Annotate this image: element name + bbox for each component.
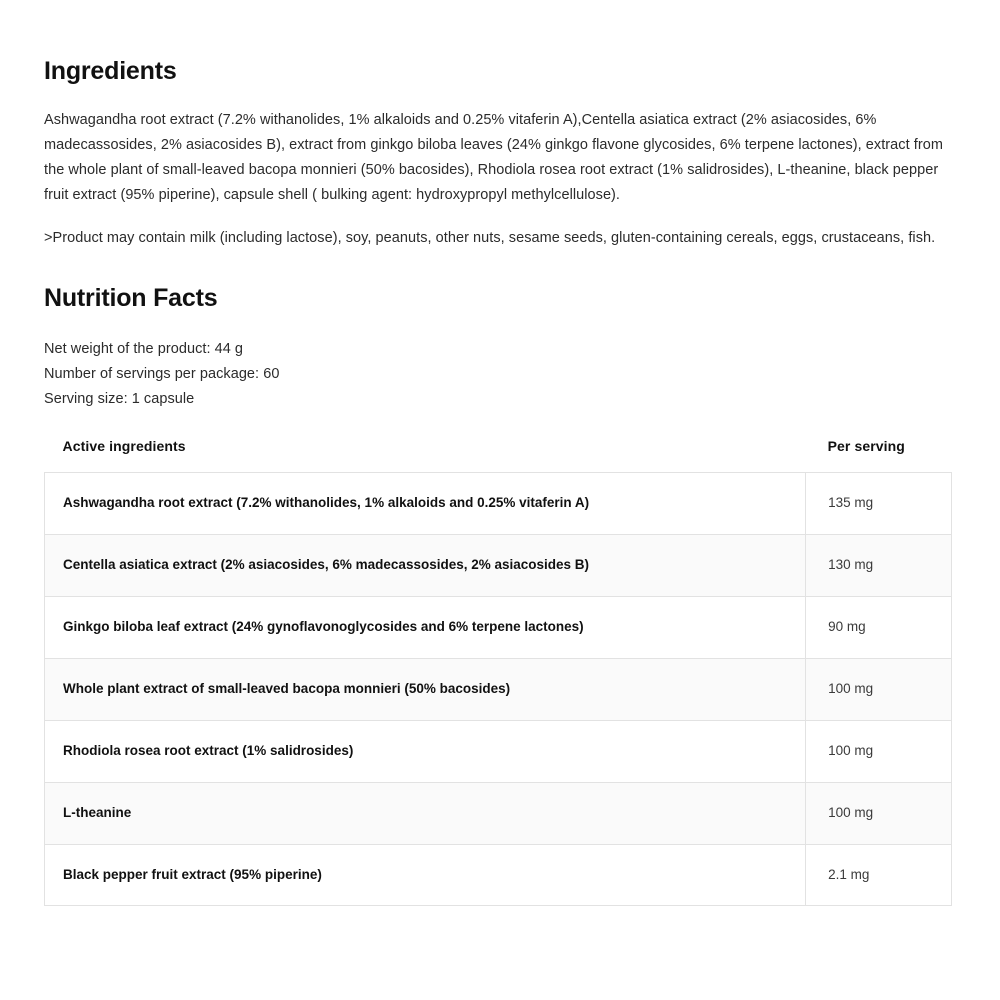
ingredient-name: Rhodiola rosea root extract (1% salidrosides) — [45, 720, 806, 782]
serving-info — [44, 337, 956, 412]
ingredient-amount: 90 mg — [806, 596, 952, 658]
net-weight-line: Net weight of the product: 44 g — [44, 341, 244, 358]
ingredient-name: Ginkgo biloba leaf extract (24% gynoflavonoglycosides and 6% terpene lactones) — [45, 596, 806, 658]
table-row — [45, 782, 952, 844]
servings-per-package-line: Number of servings per package: 60 — [44, 366, 280, 383]
ingredient-name: L-theanine — [45, 782, 806, 844]
ingredient-amount: 100 mg — [806, 720, 952, 782]
serving-size-line: Serving size: 1 capsule — [44, 391, 195, 408]
table-row — [45, 535, 952, 597]
ingredient-name: Centella asiatica extract (2% asiacosides, 6% madecassosides, 2% asiacosides B) — [45, 535, 806, 597]
table-row — [45, 473, 952, 535]
ingredient-amount: 100 mg — [806, 658, 952, 720]
table-row — [45, 596, 952, 658]
nutrition-table-body — [45, 473, 952, 906]
ingredient-name: Ashwagandha root extract (7.2% withanolides, 1% alkaloids and 0.25% vitaferin A) — [45, 473, 806, 535]
allergen-note: >Product may contain milk (including lactose), soy, peanuts, other nuts, sesame seeds, gluten-containing cereals, eggs, crustaceans, fish. — [44, 230, 936, 247]
ingredient-amount: 135 mg — [806, 473, 952, 535]
table-row — [45, 720, 952, 782]
column-header-per-serving: Per serving — [827, 438, 905, 455]
ingredient-amount: 2.1 mg — [806, 844, 952, 906]
ingredient-amount: 130 mg — [806, 535, 952, 597]
nutrition-table — [44, 438, 952, 906]
ingredient-amount: 100 mg — [806, 782, 952, 844]
ingredient-name: Black pepper fruit extract (95% piperine) — [45, 844, 806, 906]
nutrition-facts-heading: Nutrition Facts — [44, 284, 218, 313]
ingredients-paragraph: Ashwagandha root extract (7.2% withanolides, 1% alkaloids and 0.25% vitaferin A),Centella asiatica extract (2% asiacosides, 6% madecassosides, 2% asiacosides B), extract from ginkgo biloba leaves (24% ginkgo flavone glycosides, 6% terpene lactones), extract from the whole plant of small-leaved bacopa monnieri (50% bacosides), Rhodiola rosea root extract (1% salidrosides), L-theanine, black pepper fruit extract (95% piperine), capsule shell ( bulking agent: hydroxypropyl methylcellulose). — [44, 112, 943, 204]
ingredient-name: Whole plant extract of small-leaved bacopa monnieri (50% bacosides) — [45, 658, 806, 720]
nutrition-table-header — [45, 438, 952, 473]
table-row — [45, 844, 952, 906]
ingredients-heading: Ingredients — [44, 57, 177, 85]
table-row — [45, 658, 952, 720]
column-header-active-ingredients: Active ingredients — [62, 438, 186, 455]
table-header-row — [45, 438, 952, 473]
